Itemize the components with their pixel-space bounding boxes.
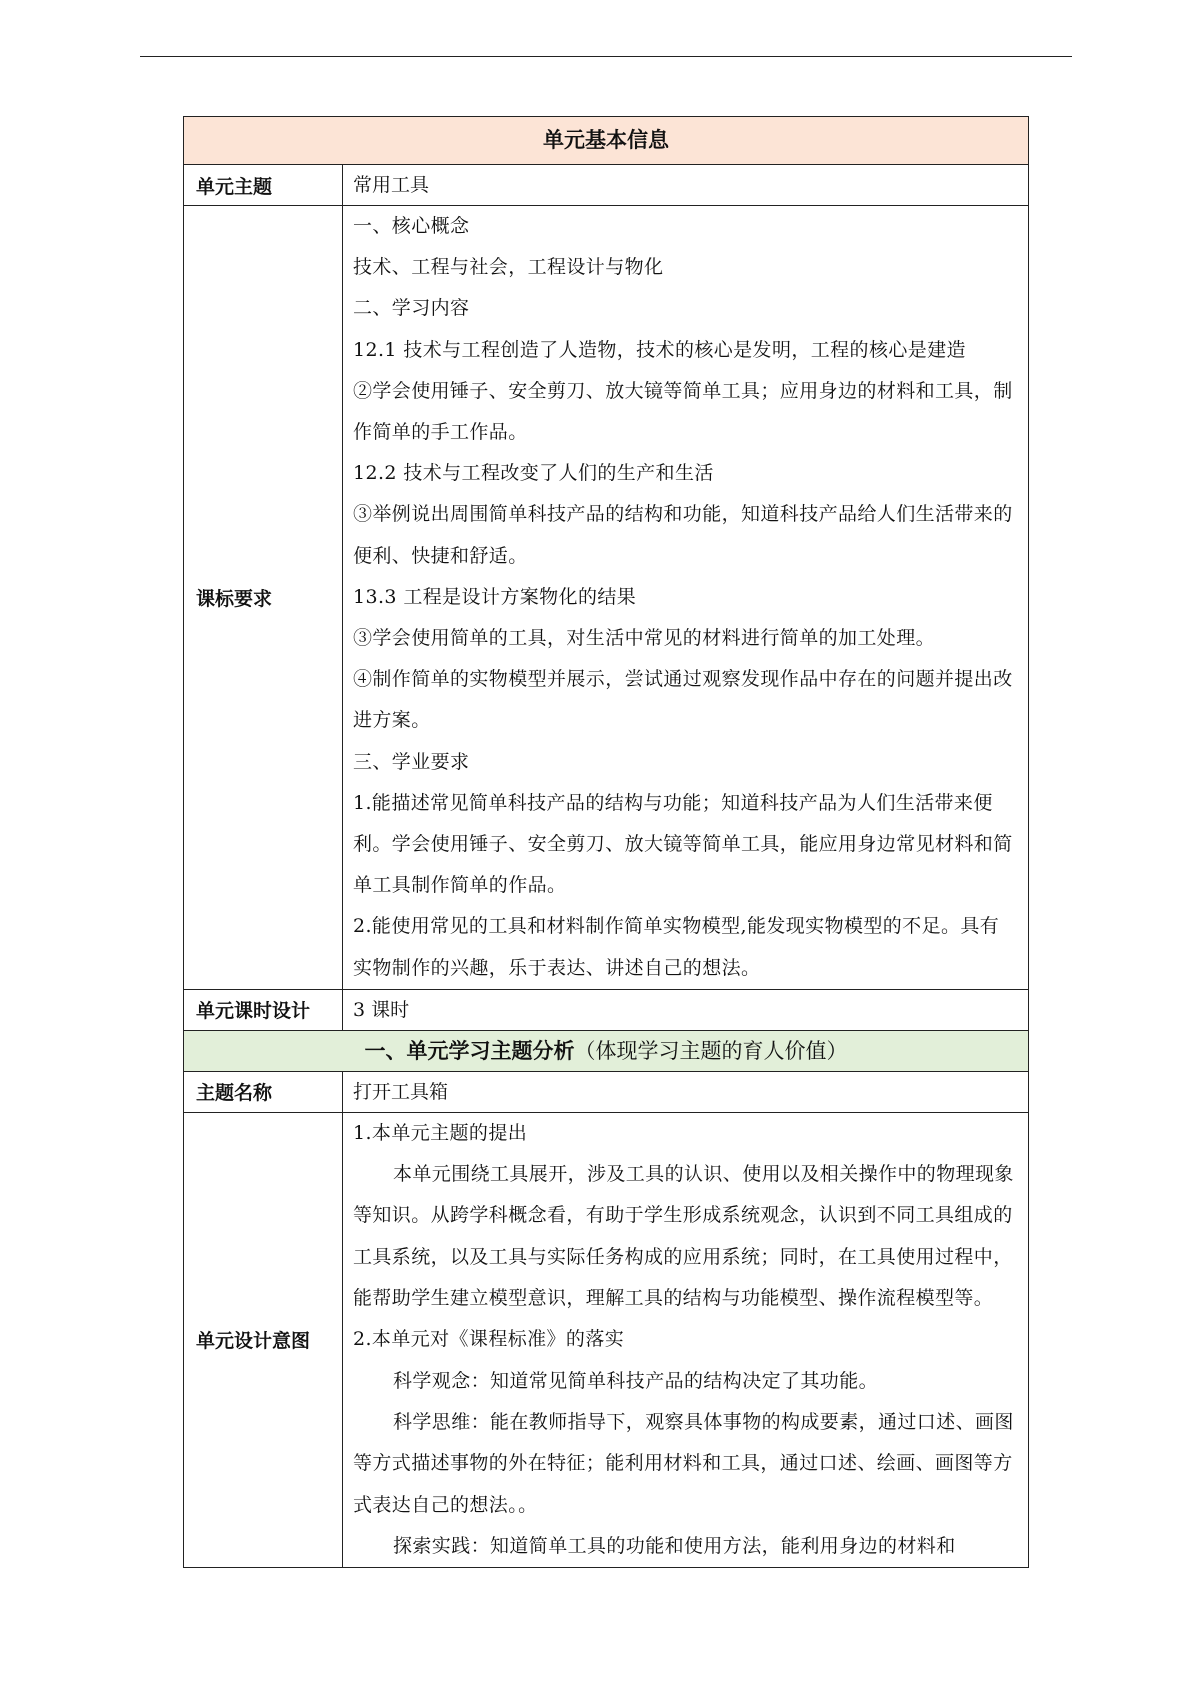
design-intent-content — [343, 1112, 1029, 1567]
standards-line: 12.1 技术与工程创造了人造物，技术的核心是发明，工程的核心是建造 — [353, 338, 966, 361]
unit-info-table — [183, 116, 1029, 1568]
design-intent-label: 单元设计意图 — [184, 1112, 343, 1567]
standards-line: 二、学习内容 — [353, 297, 470, 320]
standards-line: ②学会使用锤子、安全剪刀、放大镜等简单工具；应用身边的材料和工具，制作简单的手工作品。 — [353, 379, 1013, 444]
standards-label: 课标要求 — [184, 206, 343, 990]
standards-line: 13.3 工程是设计方案物化的结果 — [353, 585, 637, 608]
standards-content — [343, 206, 1029, 990]
design-intent-line: 本单元围绕工具展开，涉及工具的认识、使用以及相关操作中的物理现象等知识。从跨学科概念看，有助于学生形成系统观念，认识到不同工具组成的工具系统，以及工具与实际任务构成的应用系统；同时，在工具使用过程中，能帮助学生建立模型意识，理解工具的结构与功能模型、操作流程模型等。 — [353, 1163, 1014, 1310]
standards-line: 一、核心概念 — [353, 215, 470, 237]
theme-analysis-note: （体现学习主题的育人价值） — [574, 1038, 848, 1063]
unit-theme-label: 单元主题 — [184, 165, 343, 206]
design-intent-line: 2.本单元对《课程标准》的落实 — [353, 1328, 625, 1351]
theme-analysis-title: 一、单元学习主题分析 — [364, 1038, 575, 1063]
design-intent-line: 探索实践：知道简单工具的功能和使用方法，能利用身边的材料和 — [393, 1534, 956, 1557]
section-header-theme-analysis — [184, 1030, 1029, 1071]
standards-line: 2.能使用常见的工具和材料制作简单实物模型,能发现实物模型的不足。具有实物制作的兴趣，乐于表达、讲述自己的想法。 — [353, 915, 1000, 979]
standards-line: ③学会使用简单的工具，对生活中常见的材料进行简单的加工处理。 — [353, 627, 936, 650]
section-header-basic-info: 单元基本信息 — [184, 117, 1029, 165]
design-intent-line: 科学思维：能在教师指导下，观察具体事物的构成要素，通过口述、画图等方式描述事物的外在特征；能利用材料和工具，通过口述、绘画、画图等方式表达自己的想法。。 — [353, 1410, 1014, 1516]
topic-name-label: 主题名称 — [184, 1071, 343, 1112]
standards-line: 技术、工程与社会，工程设计与物化 — [353, 256, 664, 279]
header-rule — [140, 56, 1072, 57]
design-intent-line: 科学观念：知道常见简单科技产品的结构决定了其功能。 — [393, 1369, 879, 1392]
standards-line: 12.2 技术与工程改变了人们的生产和生活 — [353, 462, 714, 485]
standards-line: 三、学业要求 — [353, 750, 470, 773]
lesson-design-label: 单元课时设计 — [184, 989, 343, 1030]
lesson-design-value: 3 课时 — [343, 989, 1029, 1030]
standards-line: 1.能描述常见简单科技产品的结构与功能；知道科技产品为人们生活带来便利。学会使用锤子、安全剪刀、放大镜等简单工具，能应用身边常见材料和简单工具制作简单的作品。 — [353, 791, 1013, 897]
standards-line: ③举例说出周围简单科技产品的结构和功能，知道科技产品给人们生活带来的便利、快捷和舒适。 — [353, 503, 1013, 567]
standards-line: ④制作简单的实物模型并展示，尝试通过观察发现作品中存在的问题并提出改进方案。 — [353, 668, 1013, 732]
topic-name-value: 打开工具箱 — [343, 1071, 1029, 1112]
design-intent-line: 1.本单元主题的提出 — [353, 1121, 528, 1144]
unit-theme-value: 常用工具 — [343, 165, 1029, 206]
